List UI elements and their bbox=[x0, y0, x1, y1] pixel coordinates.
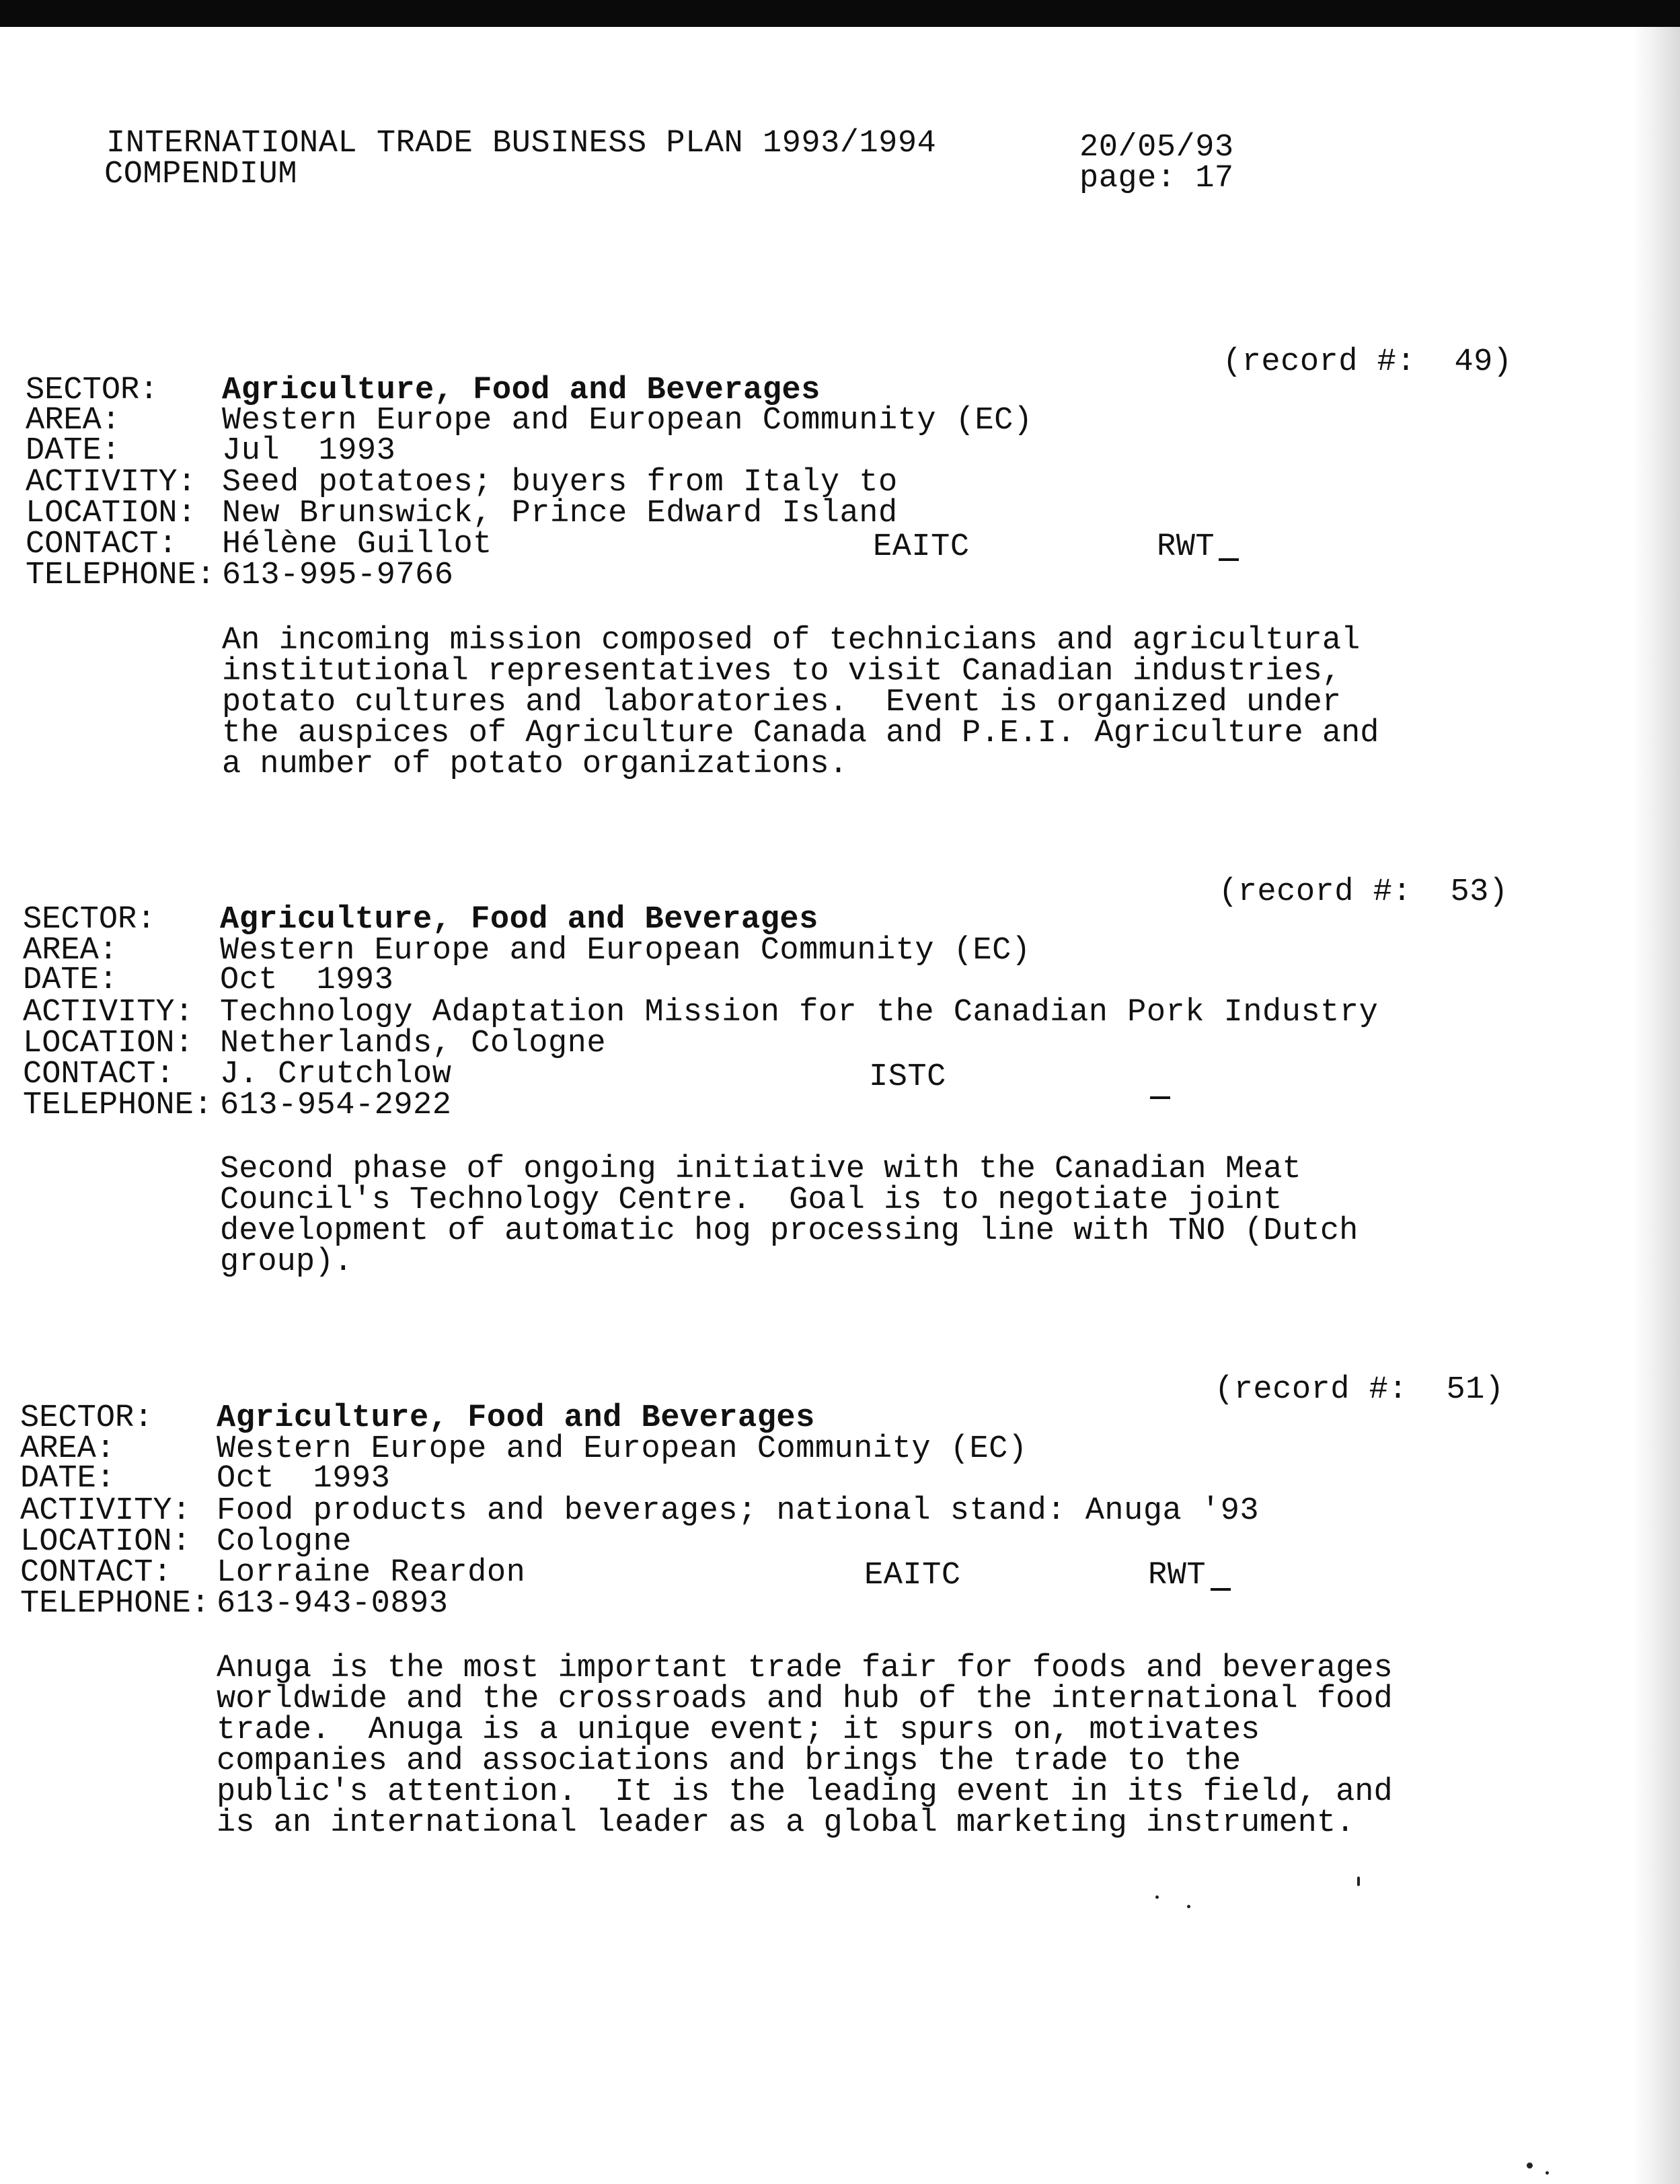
sector-label: SECTOR: bbox=[26, 373, 159, 408]
activity-value: Food products and beverages; national stand: Anuga '93 bbox=[217, 1493, 1260, 1529]
location-label: LOCATION: bbox=[20, 1524, 191, 1560]
description-line: is an international leader as a global marketing instrument. bbox=[217, 1805, 1355, 1841]
area-value: Western Europe and European Community (EC) bbox=[217, 1431, 1028, 1467]
date-value: Jul 1993 bbox=[222, 433, 396, 469]
contact-label: CONTACT: bbox=[20, 1555, 172, 1591]
date-label: DATE: bbox=[23, 963, 118, 998]
description-line: Second phase of ongoing initiative with the Canadian Meat bbox=[220, 1152, 1301, 1187]
area-label: AREA: bbox=[20, 1431, 116, 1467]
location-label: LOCATION: bbox=[26, 496, 196, 531]
description-line: development of automatic hog processing line with TNO (Dutch bbox=[220, 1213, 1359, 1249]
description-line: institutional representatives to visit Canadian industries, bbox=[222, 654, 1342, 689]
location-value: Cologne bbox=[217, 1524, 352, 1560]
scan-speck bbox=[1527, 2162, 1533, 2169]
description-line: potato cultures and laboratories. Event is organized under bbox=[222, 685, 1342, 720]
area-value: Western Europe and European Community (EC) bbox=[220, 933, 1031, 969]
description-line: Council's Technology Centre. Goal is to negotiate joint bbox=[220, 1182, 1283, 1218]
document-date: 20/05/93 bbox=[1079, 130, 1234, 165]
activity-label: ACTIVITY: bbox=[20, 1493, 191, 1529]
date-label: DATE: bbox=[26, 433, 121, 469]
contact-org: ISTC bbox=[869, 1059, 946, 1095]
sector-value: Agriculture, Food and Beverages bbox=[220, 902, 818, 938]
location-value: Netherlands, Cologne bbox=[220, 1026, 607, 1061]
telephone-label: TELEPHONE: bbox=[20, 1586, 211, 1622]
scan-right-edge bbox=[1633, 27, 1680, 2184]
date-value: Oct 1993 bbox=[217, 1461, 391, 1497]
date-label: DATE: bbox=[20, 1461, 116, 1497]
sector-value: Agriculture, Food and Beverages bbox=[222, 373, 820, 408]
contact-code: RWT bbox=[1157, 529, 1215, 565]
description-line: worldwide and the crossroads and hub of the international food bbox=[217, 1682, 1393, 1717]
scan-speck bbox=[1187, 1905, 1190, 1908]
telephone-label: TELEPHONE: bbox=[23, 1088, 213, 1123]
telephone-label: TELEPHONE: bbox=[26, 558, 216, 593]
activity-value: Technology Adaptation Mission for the Canadian Pork Industry bbox=[220, 995, 1379, 1030]
record-number: (record #: 51) bbox=[1215, 1372, 1504, 1408]
telephone-value: 613-995-9766 bbox=[222, 558, 454, 593]
description-line: companies and associations and brings the trade to the bbox=[217, 1743, 1242, 1779]
page-number: page: 17 bbox=[1079, 161, 1234, 196]
description-line: group). bbox=[220, 1244, 353, 1280]
document-title: INTERNATIONAL TRADE BUSINESS PLAN 1993/1994 bbox=[106, 126, 937, 161]
record-number: (record #: 49) bbox=[1223, 344, 1513, 380]
contact-value: Lorraine Reardon bbox=[217, 1555, 526, 1591]
area-label: AREA: bbox=[26, 403, 121, 439]
contact-org: EAITC bbox=[864, 1558, 961, 1593]
area-value: Western Europe and European Community (EC) bbox=[222, 403, 1033, 439]
sector-label: SECTOR: bbox=[20, 1400, 153, 1436]
telephone-value: 613-954-2922 bbox=[220, 1088, 452, 1123]
document-subtitle: COMPENDIUM bbox=[104, 157, 298, 192]
contact-code: RWT bbox=[1148, 1558, 1207, 1593]
contact-label: CONTACT: bbox=[26, 527, 178, 562]
area-label: AREA: bbox=[23, 933, 118, 969]
location-label: LOCATION: bbox=[23, 1026, 194, 1061]
description-line: trade. Anuga is a unique event; it spurs on, motivates bbox=[217, 1712, 1260, 1748]
description-line: the auspices of Agriculture Canada and P.E.I. Agriculture and bbox=[222, 716, 1379, 751]
scan-speck bbox=[1155, 1895, 1159, 1899]
contact-value: Hélène Guillot bbox=[222, 527, 492, 562]
description-line: a number of potato organizations. bbox=[222, 747, 848, 782]
code-underline bbox=[1219, 558, 1239, 561]
contact-value: J. Crutchlow bbox=[220, 1057, 452, 1092]
description-line: public's attention. It is the leading event in its field, and bbox=[217, 1774, 1393, 1810]
sector-value: Agriculture, Food and Beverages bbox=[217, 1400, 815, 1436]
contact-org: EAITC bbox=[873, 529, 970, 565]
activity-value: Seed potatoes; buyers from Italy to bbox=[222, 465, 898, 500]
telephone-value: 613-943-0893 bbox=[217, 1586, 449, 1622]
record-number: (record #: 53) bbox=[1219, 874, 1509, 910]
date-value: Oct 1993 bbox=[220, 963, 394, 998]
scan-speck bbox=[1545, 2171, 1549, 2175]
description-line: Anuga is the most important trade fair for foods and beverages bbox=[217, 1651, 1393, 1686]
scan-speck bbox=[1357, 1877, 1360, 1886]
description-line: An incoming mission composed of technicians and agricultural bbox=[222, 623, 1361, 658]
activity-label: ACTIVITY: bbox=[26, 465, 196, 500]
location-value: New Brunswick, Prince Edward Island bbox=[222, 496, 898, 531]
scan-top-border bbox=[0, 0, 1680, 27]
contact-label: CONTACT: bbox=[23, 1057, 175, 1092]
sector-label: SECTOR: bbox=[23, 902, 156, 938]
activity-label: ACTIVITY: bbox=[23, 995, 194, 1030]
code-underline bbox=[1211, 1588, 1231, 1591]
code-underline bbox=[1150, 1096, 1170, 1099]
